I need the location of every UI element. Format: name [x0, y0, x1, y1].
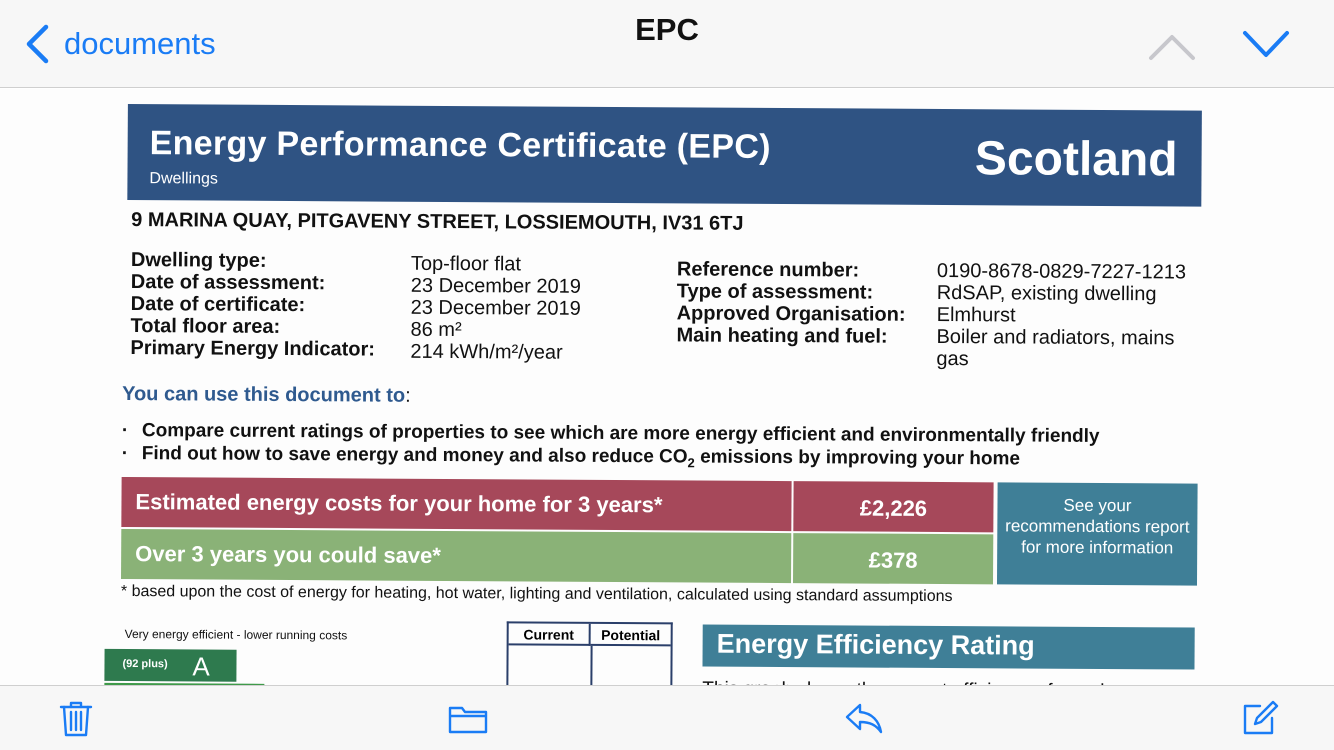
- savings-label: Over 3 years you could save*: [121, 529, 791, 583]
- detail-value: 0190-8678-0829-7227-1213: [936, 259, 1187, 284]
- compose-icon: [1240, 698, 1280, 738]
- band-letter: A: [192, 651, 210, 682]
- detail-label: Date of certificate:: [130, 293, 306, 317]
- left-detail-labels: [130, 249, 375, 360]
- back-button-label: documents: [64, 26, 216, 61]
- band-range: (92 plus): [122, 658, 168, 671]
- certificate-title: Energy Performance Certificate (EPC): [149, 124, 771, 166]
- detail-value: Elmhurst: [936, 303, 1016, 327]
- bottom-toolbar: [0, 685, 1334, 750]
- right-detail-labels: [676, 258, 905, 347]
- detail-value: RdSAP, existing dwelling: [936, 281, 1157, 306]
- detail-value: 214 kWh/m²/year: [410, 340, 563, 364]
- cost-value: £2,226: [793, 481, 993, 532]
- detail-label: Approved Organisation:: [676, 302, 906, 326]
- delete-button[interactable]: [56, 698, 96, 738]
- reply-icon: [844, 698, 884, 738]
- chevron-down-icon: [1242, 28, 1290, 62]
- detail-value: 23 December 2019: [410, 296, 581, 320]
- navigation-bar: [0, 0, 1334, 88]
- detail-label: Primary Energy Indicator:: [130, 337, 376, 361]
- use-bullet: [122, 442, 1100, 477]
- detail-value: 86 m²: [410, 318, 462, 342]
- next-button[interactable]: [1242, 28, 1290, 62]
- detail-value: Top-floor flat: [410, 252, 522, 276]
- detail-value: 23 December 2019: [410, 274, 581, 298]
- detail-label: Type of assessment:: [676, 280, 874, 304]
- previous-button[interactable]: [1148, 28, 1196, 62]
- savings-value: £378: [793, 533, 993, 584]
- energy-costs-panel: [121, 477, 1198, 588]
- recommendations-note: See your recommendations report for more information: [997, 482, 1198, 585]
- bullet-text: emissions by improving your home: [694, 446, 1021, 470]
- rating-band-a: [104, 649, 236, 682]
- cost-footnote: * based upon the cost of energy for heating, hot water, lighting and ventilation, calculated using standard assumptions: [120, 582, 953, 606]
- left-detail-values: [410, 253, 581, 364]
- certificate-region: Scotland: [974, 132, 1178, 187]
- property-address: 9 MARINA QUAY, PITGAVENY STREET, LOSSIEMOUTH, IV31 6TJ: [131, 209, 744, 235]
- savings-row: [121, 529, 993, 584]
- column-current: Current: [509, 623, 591, 646]
- scale-top-label: Very energy efficient - lower running costs: [124, 627, 348, 643]
- bullet-subscript: 2: [687, 455, 695, 471]
- efficiency-rating-heading: Energy Efficiency Rating: [702, 625, 1194, 670]
- use-heading: [122, 383, 411, 408]
- move-to-folder-button[interactable]: [448, 698, 488, 738]
- page-title: EPC: [635, 12, 699, 47]
- use-heading-colon: :: [405, 384, 411, 407]
- detail-label: Main heating and fuel:: [676, 324, 888, 348]
- chevron-up-icon: [1148, 28, 1196, 62]
- use-bullet: · Compare current ratings of properties to see which are more energy efficient and environmentally friendly: [122, 419, 1100, 448]
- folder-icon: [448, 698, 488, 738]
- cost-row: [121, 477, 993, 532]
- detail-label: Reference number:: [676, 258, 860, 282]
- detail-value: Boiler and radiators, mains gas: [936, 325, 1175, 371]
- document-view[interactable]: [0, 89, 1334, 685]
- detail-label: Date of assessment:: [130, 271, 326, 295]
- column-potential: Potential: [591, 624, 671, 646]
- compose-button[interactable]: [1240, 698, 1280, 738]
- rating-table: [506, 621, 672, 692]
- trash-icon: [56, 698, 96, 738]
- certificate-subtitle: Dwellings: [149, 170, 218, 188]
- use-bullet-list: [122, 419, 1100, 477]
- bullet-text: Find out how to save energy and money and also reduce CO: [141, 443, 688, 468]
- use-heading-text: You can use this document to: [122, 382, 406, 407]
- epc-document: [120, 89, 1204, 692]
- reply-button[interactable]: [844, 698, 884, 738]
- detail-label: Total floor area:: [130, 315, 281, 338]
- certificate-banner: [127, 104, 1202, 207]
- cost-label: Estimated energy costs for your home for 3 years*: [121, 477, 791, 531]
- right-detail-values: [936, 260, 1201, 372]
- detail-label: Dwelling type:: [130, 249, 267, 272]
